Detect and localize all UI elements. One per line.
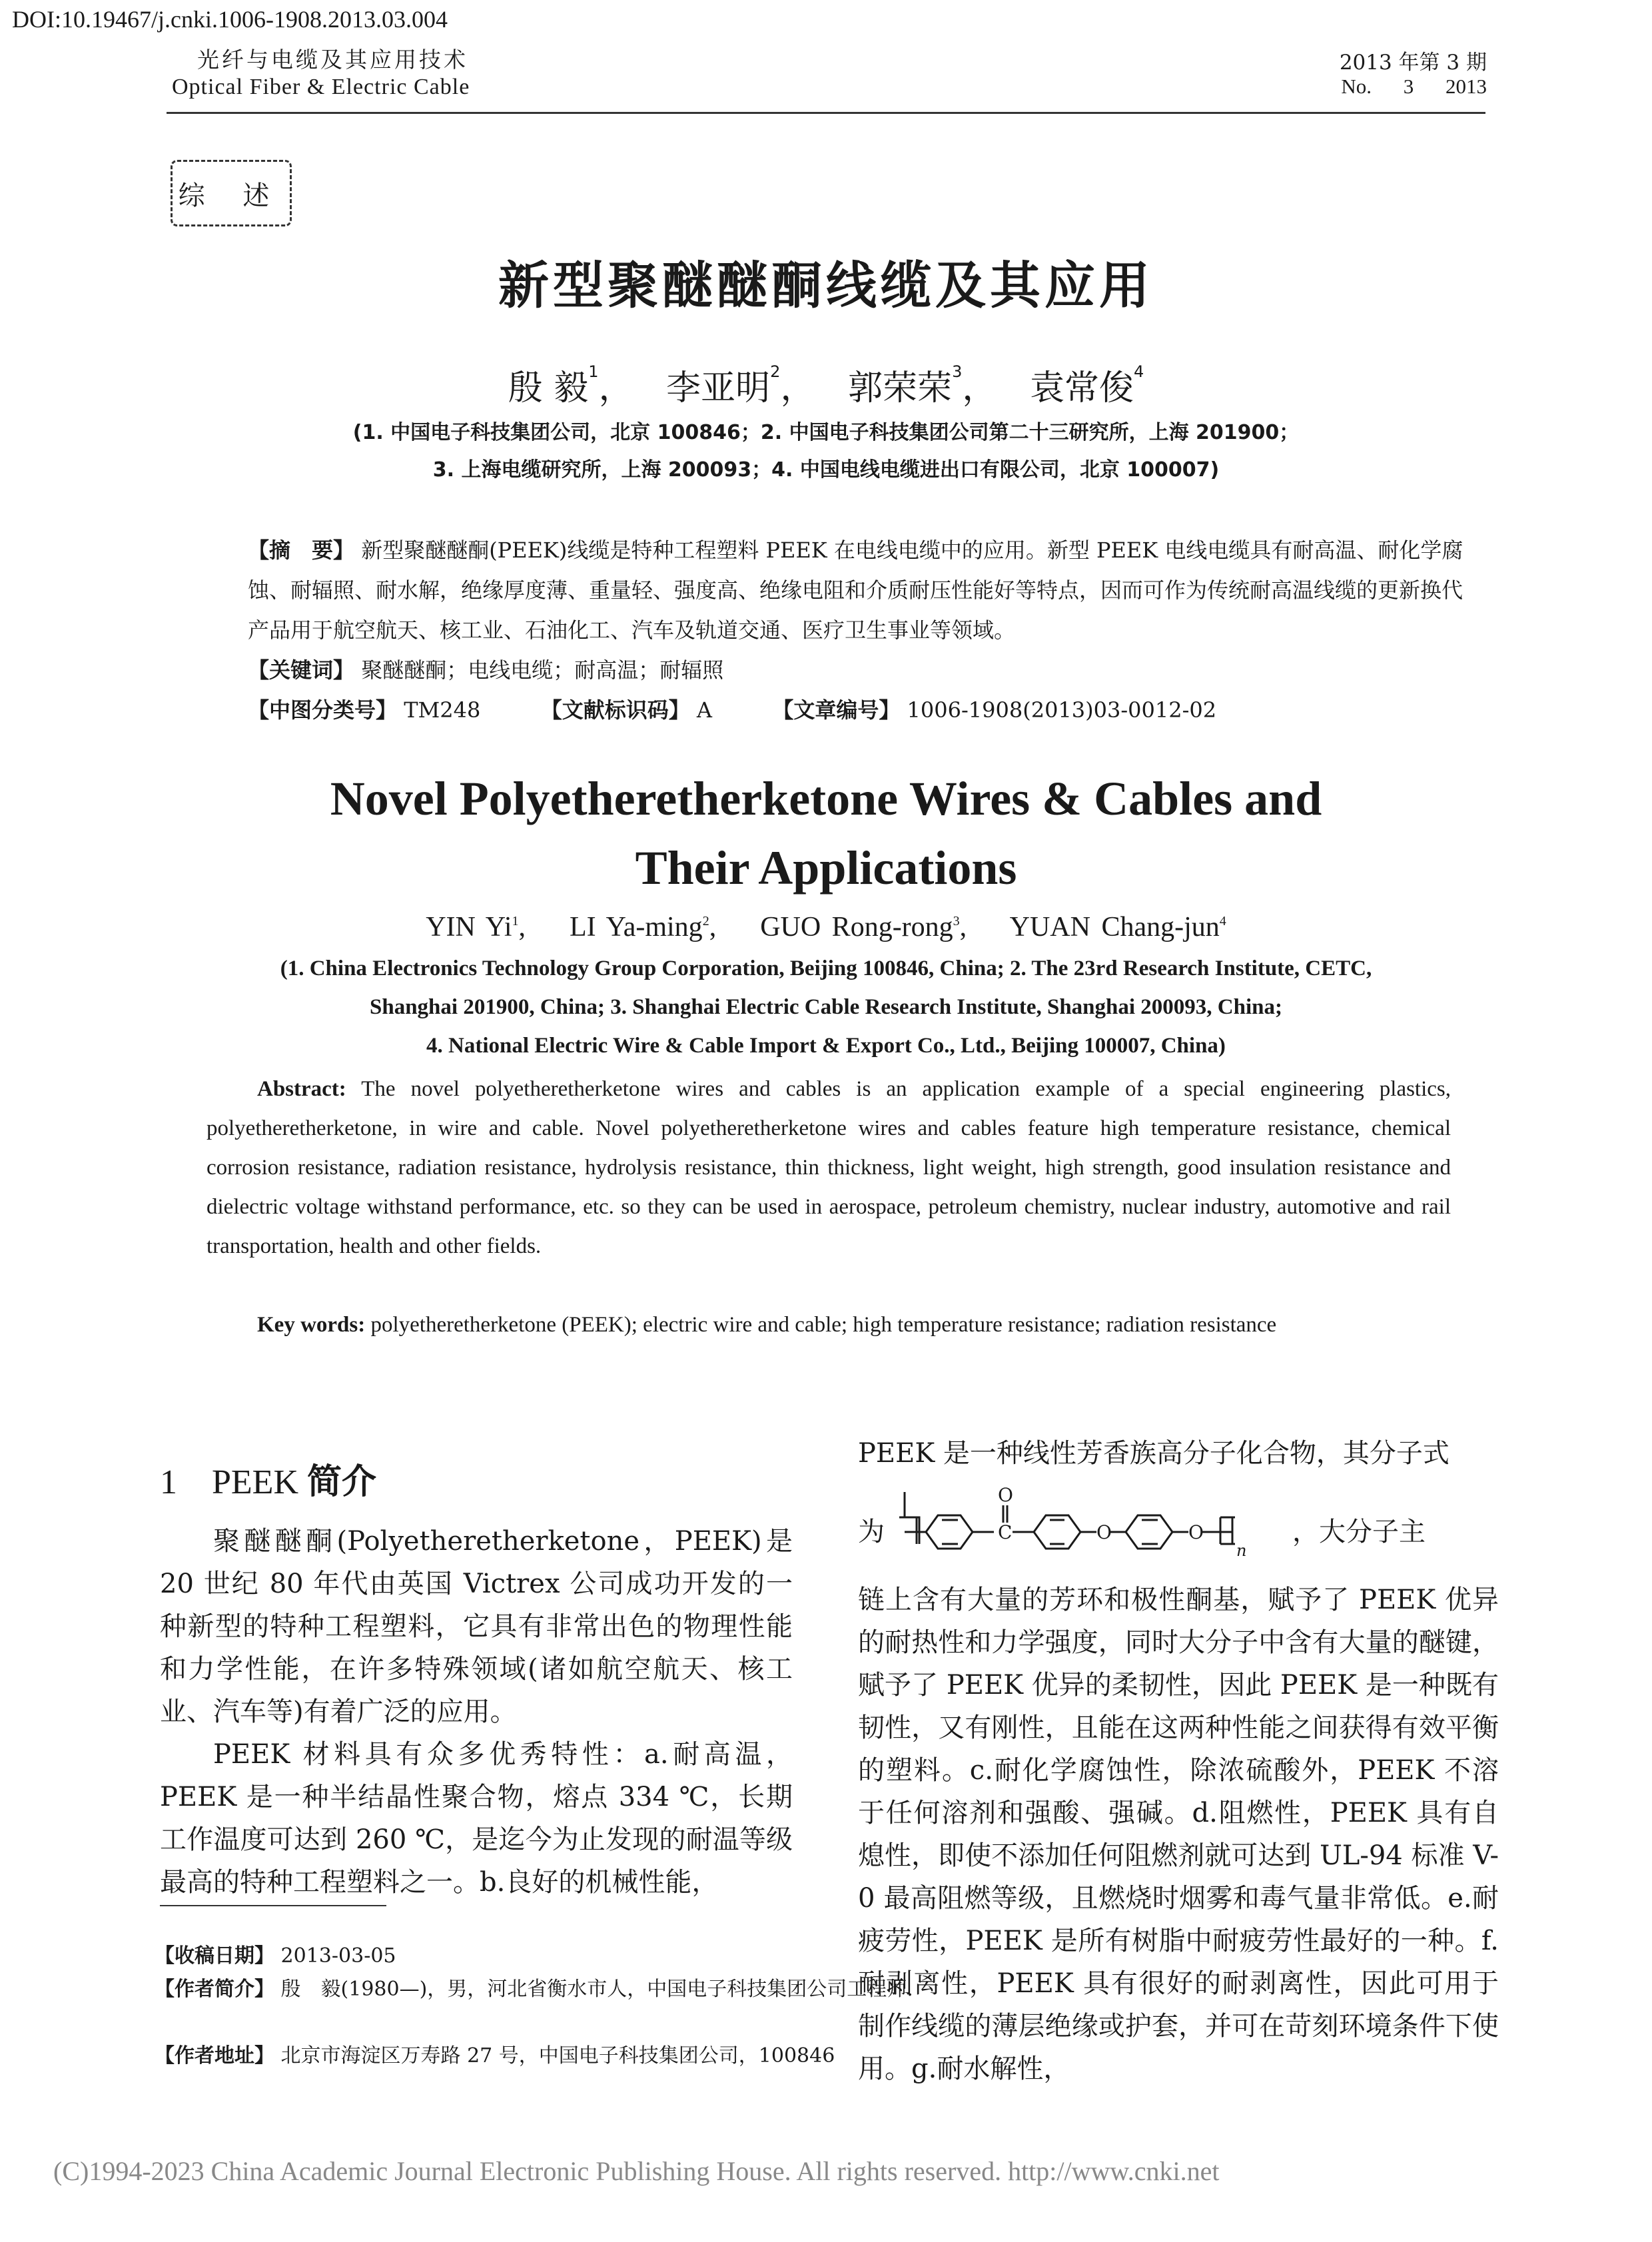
keywords-en-label: Key words: xyxy=(257,1313,366,1337)
author-sup: 3 xyxy=(953,914,960,929)
authors-en: YIN Yi$^1$, LI Ya-ming$^2$, GUO Rong-rong$^3$, YUAN Chang-jun$^4$ xyxy=(426,912,1226,942)
formula-prefix: 为 xyxy=(858,1517,885,1547)
article-no-label: 【文章编号】 xyxy=(772,697,901,723)
journal-name-en: Optical Fiber & Electric Cable xyxy=(172,75,470,99)
footnote-bio xyxy=(155,1973,931,2006)
author-en: YIN Yi xyxy=(426,912,512,942)
clc-label: 【中图分类号】 xyxy=(248,697,398,723)
doi-line: DOI:10.19467/j.cnki.1006-1908.2013.03.004 xyxy=(12,6,448,33)
abstract-cn xyxy=(248,530,1467,650)
article-no-value: 1006-1908(2013)03-0012-02 xyxy=(907,697,1217,723)
author-en: YUAN Chang-jun xyxy=(1009,912,1220,942)
body-paragraph: 链上含有大量的芳环和极性酮基，赋予了 PEEK 优异的耐热性和力学强度，同时大分子中含有大量的醚键，赋予了 PEEK 优异的柔韧性，因此 PEEK 是一种既有韧性，又有刚性，且能在这两种性能之间获得有效平衡的塑料。c.耐化学腐蚀性，除浓硫酸外，PEEK 不溶于任何溶剂和强酸、强碱。d.阻燃性，PEEK 具有自熄性，即使不添加任何阻燃剂就可达到 UL-94 标准 V-0 最高阻燃等级，且燃烧时烟雾和毒气量非常低。e.耐疲劳性，PEEK 是所有树脂中耐疲劳性最好的一种。f.耐剥离性，PEEK 具有很好的耐剥离性，因此可用于制作线缆的薄层绝缘或护套，并可在苛刻环境条件下使用。g.耐水解性， xyxy=(858,1585,1499,2084)
clc-value: TM248 xyxy=(404,697,481,723)
footnote-received xyxy=(155,1940,801,1973)
classification-line xyxy=(248,690,1467,730)
abstract-cn-label: 【摘 要】 xyxy=(248,538,355,563)
title-en-line: Their Applications xyxy=(635,841,1017,895)
journal-name-cn: 光纤与电缆及其应用技术 xyxy=(197,47,468,73)
body-paragraph: 聚醚醚酮(Polyetheretherketone，PEEK)是 20 世纪 80 年代由英国 Victrex 公司成功开发的一种新型的特种工程塑料，它具有非常出色的物理性能和力学性能，在许多特殊领域(诸如航空航天、核工业、汽车等)有着广泛的应用。 xyxy=(160,1526,793,1727)
column-label: 综 述 xyxy=(171,160,292,226)
keywords-cn-label: 【关键词】 xyxy=(248,657,355,683)
author-sup: 3 xyxy=(952,362,963,381)
section-title-en: PEEK xyxy=(212,1463,298,1501)
section-title-cn: 简介 xyxy=(307,1462,377,1502)
issue-cn: 2013 年第 3 期 xyxy=(1339,51,1487,75)
peek-structural-formula xyxy=(893,1479,1319,1565)
carbonyl-oxygen-label: O xyxy=(998,1484,1013,1506)
header-rule xyxy=(167,112,1485,114)
author-en: GUO Rong-rong xyxy=(760,912,953,942)
author-en: LI Ya-ming xyxy=(570,912,703,942)
author-cn: 袁常俊 xyxy=(1029,368,1134,408)
doc-code-value: A xyxy=(696,697,713,723)
title-en-line: Novel Polyetheretherketone Wires & Cables and xyxy=(330,772,1322,825)
author-cn: 郭荣荣 xyxy=(848,368,953,408)
address-label: 【作者地址】 xyxy=(155,2044,274,2067)
abstract-en-label: Abstract: xyxy=(257,1077,346,1101)
ether-oxygen-label-1: O xyxy=(1096,1521,1112,1543)
address-text: 北京市海淀区万寿路 27 号，中国电子科技集团公司，100846 xyxy=(280,2044,835,2067)
footnote-rule xyxy=(160,1905,386,1906)
section-heading xyxy=(160,1453,376,1503)
received-date: 2013-03-05 xyxy=(280,1944,396,1968)
author-cn: 李亚明 xyxy=(666,368,771,408)
body-paragraph: PEEK 材料具有众多优秀特性：a.耐高温，PEEK 是一种半结晶性聚合物，熔点 334 ℃，长期工作温度可达到 260 ℃，是迄今为止发现的耐温等级最高的特种工程塑料之一。b.良好的机械性能， xyxy=(160,1739,793,1898)
ether-oxygen-label-2: O xyxy=(1188,1521,1204,1543)
keywords-en xyxy=(206,1306,1451,1345)
affiliation-en-line: (1. China Electronics Technology Group Corporation, Beijing 100846, China; 2. The 23rd Research Institute, CETC, xyxy=(280,956,1372,980)
received-label: 【收稿日期】 xyxy=(155,1944,274,1968)
doc-code-label: 【文献标识码】 xyxy=(540,697,690,723)
body-paragraph: PEEK 是一种线性芳香族高分子化合物，其分子式 xyxy=(858,1438,1449,1469)
title-cn: 新型聚醚醚酮线缆及其应用 xyxy=(498,256,1154,315)
author-sup: 4 xyxy=(1219,914,1226,929)
author-sup: 2 xyxy=(770,362,781,381)
affiliation-cn-line: (1. 中国电子科技集团公司，北京 100846；2. 中国电子科技集团公司第二十三研究所，上海 201900； xyxy=(352,421,1300,444)
section-number: 1 xyxy=(160,1463,177,1501)
formula-suffix: ，大分子主 xyxy=(1292,1517,1426,1547)
left-bracket xyxy=(899,1492,919,1544)
author-cn: 殷 毅 xyxy=(508,368,589,408)
affiliation-en-line: 4. National Electric Wire & Cable Import & Export Co., Ltd., Beijing 100007, China) xyxy=(426,1034,1226,1058)
copyright-footer: (C)1994-2023 China Academic Journal Electronic Publishing House. All rights reserved. http://www.cnki.net xyxy=(53,2156,1220,2186)
keywords-en-text: polyetheretherketone (PEEK); electric wire and cable; high temperature resistance; radiation resistance xyxy=(370,1313,1277,1337)
author-sup: 4 xyxy=(1133,362,1144,381)
abstract-cn-text: 新型聚醚醚酮(PEEK)线缆是特种工程塑料 PEEK 在电线电缆中的应用。新型 PEEK 电线电缆具有耐高温、耐化学腐蚀、耐辐照、耐水解，绝缘厚度薄、重量轻、强度高、绝缘电阻和介质耐压性能好等特点，因而可作为传统耐高温线缆的更新换代产品用于航空航天、核工业、石油化工、汽车及轨道交通、医疗卫生事业等领域。 xyxy=(248,538,1463,643)
bio-label: 【作者简介】 xyxy=(155,1978,274,2001)
carbon-label: C xyxy=(998,1521,1013,1543)
author-sup: 1 xyxy=(588,362,599,381)
affiliation-en-line: Shanghai 201900, China; 3. Shanghai Electric Cable Research Institute, Shanghai 200093, China; xyxy=(370,995,1282,1019)
authors-cn: 殷 毅$^1$， 李亚明$^2$， 郭荣荣$^3$， 袁常俊$^4$ xyxy=(508,362,1144,408)
author-sup: 2 xyxy=(702,914,709,929)
keywords-cn-text: 聚醚醚酮；电线电缆；耐高温；耐辐照 xyxy=(361,657,724,683)
abstract-en xyxy=(206,1070,1451,1266)
right-bracket xyxy=(1220,1517,1232,1544)
issue-en: No. 3 2013 xyxy=(1341,75,1487,98)
author-sup: 1 xyxy=(512,914,519,929)
keywords-cn xyxy=(248,650,1467,690)
footnote-address xyxy=(155,2040,931,2073)
repeat-unit-n: n xyxy=(1236,1541,1247,1560)
affiliation-cn-line: 3. 上海电缆研究所，上海 200093；4. 中国电线电缆进出口有限公司，北京 100007) xyxy=(432,458,1220,482)
bio-text: 殷 毅(1980—)，男，河北省衡水市人，中国电子科技集团公司工程师. xyxy=(280,1978,913,2001)
abstract-en-text: The novel polyetheretherketone wires and cables is an application example of a special engineering plastics, polyetheretherketone, in wire and cable. Novel polyetheretherketone wires and cables feature high temperature resistance, chemical corrosion resistance, radiation resistance, hydrolysis resistance, thin thickness, light weight, high strength, good insulation resistance and dielectric voltage withstand performance, etc. so they can be used in aerospace, petroleum chemistry, nuclear industry, automotive and rail transportation, health and other fields. xyxy=(206,1077,1451,1258)
